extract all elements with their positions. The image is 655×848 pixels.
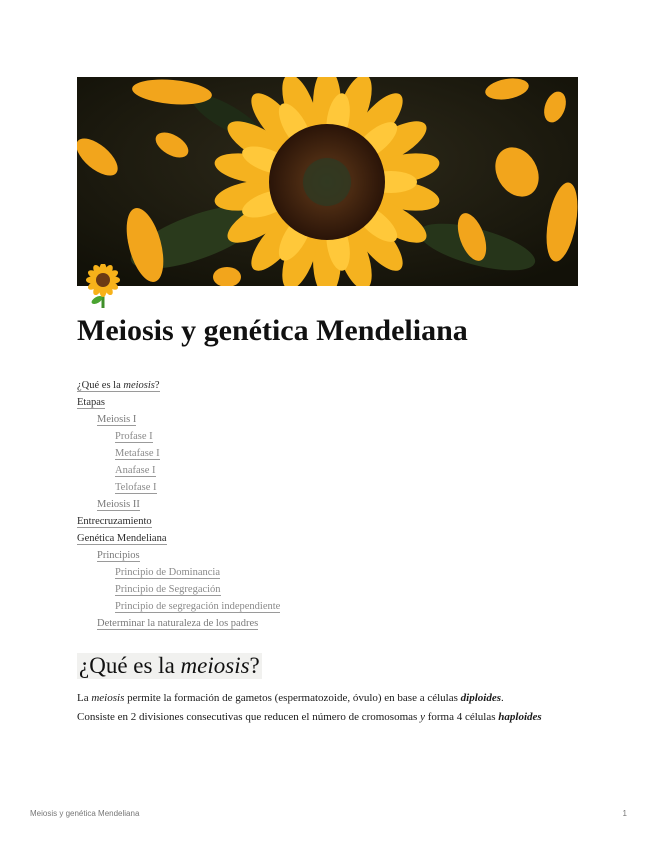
toc-link[interactable]: Determinar la naturaleza de los padres	[97, 618, 259, 629]
toc-link[interactable]: Principio de Segregación	[115, 584, 221, 595]
toc-link-text: ¿Qué es la	[77, 380, 124, 391]
paragraph-2	[77, 708, 577, 727]
toc-link[interactable]: Principios	[97, 550, 140, 561]
text: Consiste en 2 divisiones consecutivas que reducen el número de cromosomas	[77, 711, 421, 723]
section-body	[77, 689, 577, 727]
strong-emphasis: haploides	[498, 711, 542, 723]
toc-item[interactable]	[77, 377, 557, 394]
heading-suffix: ?	[249, 653, 260, 678]
toc-item[interactable]	[77, 394, 557, 411]
text: forma 4 células	[424, 711, 499, 723]
toc-link[interactable]: Principio de Dominancia	[115, 567, 220, 578]
toc-item[interactable]	[77, 598, 557, 615]
toc-link[interactable]: Entrecruzamiento	[77, 516, 152, 527]
toc-link[interactable]: Profase I	[115, 431, 153, 442]
heading-text: ¿Qué es la	[79, 653, 181, 678]
page-number: 1	[622, 809, 627, 818]
text: La	[77, 692, 92, 704]
toc-link[interactable]: Metafase I	[115, 448, 160, 459]
emphasis: meiosis	[91, 692, 125, 704]
cover-image	[77, 77, 578, 286]
toc-item[interactable]	[77, 564, 557, 581]
strong-emphasis: diploides	[460, 692, 501, 704]
toc-link[interactable]: Etapas	[77, 397, 105, 408]
toc-item[interactable]	[77, 615, 557, 632]
sunflower-cover-photo	[77, 77, 578, 286]
toc-link[interactable]	[77, 380, 160, 392]
paragraph-1	[77, 689, 577, 708]
toc-link[interactable]: Meiosis II	[97, 499, 140, 510]
toc-item[interactable]	[77, 411, 557, 428]
toc-item[interactable]	[77, 547, 557, 564]
toc-item[interactable]	[77, 581, 557, 598]
toc-item[interactable]	[77, 479, 557, 496]
toc-link-text: ?	[154, 380, 160, 391]
page-title: Meiosis y genética Mendeliana	[77, 314, 468, 347]
toc-link[interactable]: Anafase I	[115, 465, 156, 476]
text: permite la formación de gametos (espermatozoide, óvulo) en base a células	[124, 692, 461, 704]
footer-title: Meiosis y genética Mendeliana	[30, 809, 140, 818]
toc-item[interactable]	[77, 462, 557, 479]
sunflower-icon	[84, 264, 122, 308]
toc-item[interactable]	[77, 513, 557, 530]
toc-link[interactable]: Meiosis I	[97, 414, 137, 425]
toc-item[interactable]	[77, 530, 557, 547]
toc-item[interactable]	[77, 445, 557, 462]
table-of-contents	[77, 377, 557, 632]
section-heading-meiosis	[77, 653, 262, 679]
toc-item[interactable]	[77, 428, 557, 445]
toc-link[interactable]: Genética Mendeliana	[77, 533, 167, 544]
toc-link[interactable]: Telofase I	[115, 482, 157, 493]
text: .	[501, 692, 504, 704]
toc-item[interactable]	[77, 496, 557, 513]
toc-link[interactable]: Principio de segregación independiente	[115, 601, 281, 612]
toc-link-text: meiosis	[123, 380, 155, 391]
heading-emphasis: meiosis	[180, 653, 250, 678]
emphasis: y	[420, 711, 425, 723]
